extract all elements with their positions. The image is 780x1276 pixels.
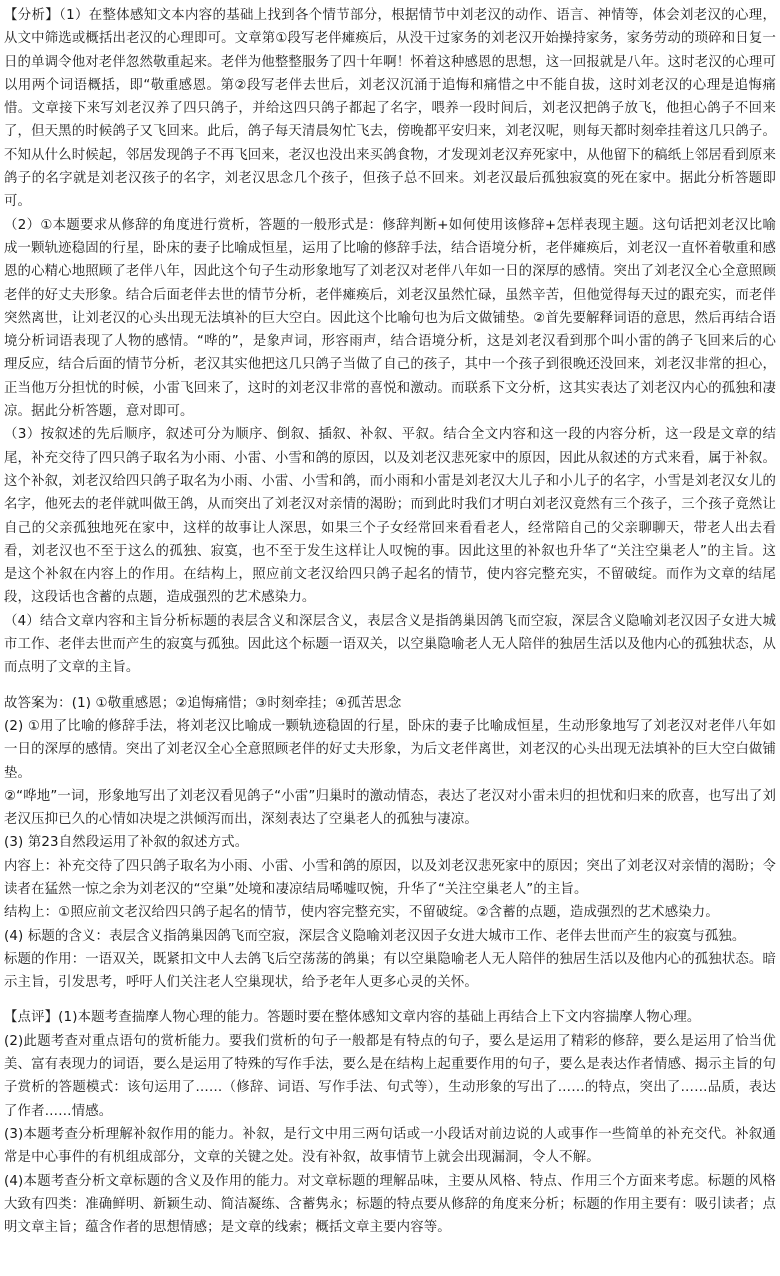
- analysis-label: 【分析】: [4, 8, 60, 23]
- answer-paragraph-3: ②“哗地”一词，形象地写出了刘老汉看见鸽子“小雷”归巢时的激动情态，表达了老汉对小雷未归的担忧和归来的欣喜，也写出了刘老汉压抑已久的心情如决堤之洪倾泻而出，深刻表达了空巢老人的孤独与凄凉。: [4, 788, 776, 828]
- analysis-paragraph-3: （3）按叙述的先后顺序，叙述可分为顺序、倒叙、插叙、补叙、平叙。结合全文内容和这一段的内容分析，这一段是文章的结尾，补充交待了四只鸽子取名为小雨、小雷、小雪和鸽的原因，以及刘老汉悲死家中的原因，因此从叙述的方式来看，属于补叙。这个补叙，刘老汉给四只鸽子取名为小雨、小雷、小雪和鸽，而小雨和小雷是刘老汉大儿子和小儿子的名字，小雪是刘老汉女儿的名字，他死去的老伴就叫做王鸽，从而突出了刘老汉对亲情的渴盼；而到此时我们才明白刘老汉竟然有三个孩子，三个孩子竟然让自己的父亲孤独地死在家中，这样的故事让人深思，如果三个子女经常回来看看老人，经常陪自己的父亲聊聊天，带老人出去看看，刘老汉也不至于这么的孤独、寂寞，也不至于发生这样让人叹惋的事。因此这里的补叙也升华了“关注空巢老人”的主旨。这是这个补叙在内容上的作用。在结构上，照应前文老汉给四只鸽子起名的情节，使内容完整充实，不留破绽。而作为文章的结尾段，这段话也含蓄的点题，造成强烈的艺术感染力。: [4, 427, 776, 606]
- analysis-section: [4, 4, 776, 680]
- answer-paragraph-4: (3) 第23自然段运用了补叙的叙述方式。: [4, 835, 249, 851]
- comment-paragraph-3: (3)本题考查分析理解补叙作用的能力。补叙，是行文中用三两句话或一小段话对前边说的人或事作一些简单的补充交代。补叙通常是中心事件的有机组成部分，文章的关键之处。没有补叙，故事情节上就会出现漏洞，令人不解。: [4, 1126, 776, 1166]
- section-spacer: [4, 680, 776, 692]
- analysis-paragraph-4: （4）结合文章内容和主旨分析标题的表层含义和深层含义，表层含义是指鸽巢因鸽飞而空寂，深层含义隐喻刘老汉因子女进大城市工作、老伴去世而产生的寂寞与孤独。因此这个标题一语双关，以空巢隐喻老人无人陪伴的独居生活以及他内心的孤独状态，从而点明了文章的主旨。: [4, 613, 776, 676]
- comment-paragraph-2: (2)此题考查对重点语句的赏析能力。要我们赏析的句子一般都是有特点的句子，要么是运用了精彩的修辞，要么是运用了恰当优美、富有表现力的词语，要么是运用了特殊的写作手法，要么是在结构上起重要作用的句子，要么是表达作者情感、揭示主旨的句子赏析的答题模式：该句运用了……（修辞、词语、写作手法、句式等），生动形象的写出了……的特点，突出了……品质，表达了作者……情感。: [4, 1033, 776, 1119]
- answer-section: [4, 692, 776, 995]
- answer-paragraph-8: 标题的作用：一语双关，既紧扣文中人去鸽飞后空荡荡的鸽巢；有以空巢隐喻老人无人陪伴的独居生活以及他内心的孤独状态。暗示主旨，引发思考，呼吁人们关注老人空巢现状，给予老年人更多心灵的关怀。: [4, 951, 776, 991]
- answer-paragraph-2: (2) ①用了比喻的修辞手法，将刘老汉比喻成一颗轨迹稳固的行星，卧床的妻子比喻成恒星，生动形象地写了刘老汉对老伴八年如一日的深厚的感情。突出了刘老汉全心全意照顾老伴的好丈夫形象，为后文老伴离世，刘老汉的心头出现无法填补的巨大空白做铺垫。: [4, 718, 776, 781]
- answer-paragraph-5: 内容上：补充交待了四只鸽子取名为小雨、小雷、小雪和鸽的原因，以及刘老汉悲死家中的原因；突出了刘老汉对亲情的渴盼；令读者在猛然一惊之余为刘老汉的“空巢”处境和凄凉结局唏嘘叹惋，升华了“关注空巢老人”的主旨。: [4, 858, 776, 897]
- analysis-paragraph-1: [4, 4, 776, 214]
- section-spacer: [4, 994, 776, 1006]
- analysis-paragraph-2: （2）①本题要求从修辞的角度进行赏析，答题的一般形式是：修辞判断+如何使用该修辞+怎样表现主题。这句话把刘老汉比喻成一颗轨迹稳固的行星，卧床的妻子比喻成恒星，运用了比喻的修辞手法，结合语境分析，老伴瘫痪后，刘老汉一直怀着敬重和感恩的心精心地照顾了老伴八年，因此这个句子生动形象地写了刘老汉对老伴八年如一日的深厚的感情。突出了刘老汉全心全意照顾老伴的好丈夫形象。结合后面老伴去世的情节分析，老伴瘫痪后，刘老汉虽然忙碌，虽然辛苦，但他觉得每天过的跟充实，而老伴突然离世，让刘老汉的心头出现无法填补的巨大空白。因此这个比喻句也为后文做铺垫。②首先要解释词语的意思，然后再结合语境分析词语表现了人物的感情。“哗的”，是象声词，形容雨声，结合语境分析，这是刘老汉看到那个叫小雷的鸽子飞回来后的心理反应，结合后面的情节分析，老汉其实他把这几只鸽子当做了自己的孩子，其中一个孩子到很晚还没回来，刘老汉非常的担心，正当他万分担忧的时候，小雷飞回来了，这时的刘老汉非常的喜悦和激动。而联系下文分析，这其实表达了刘老汉内心的孤独和凄凉。据此分析答题，意对即可。: [4, 217, 776, 420]
- comment-paragraph-4: (4)本题考查分析文章标题的含义及作用的能力。对文章标题的理解品味，主要从风格、特点、作用三个方面来考虑。标题的风格大致有四类：准确鲜明、新颖生动、简洁凝练、含蓄隽永；标题的特点要从修辞的角度来分析；标题的作用主要有：吸引读者；点明文章主旨；蕴含作者的思想情感；是文章的线索；概括文章主要内容等。: [4, 1173, 776, 1236]
- answer-paragraph-7: (4) 标题的含义：表层含义指鸽巢因鸽飞而空寂，深层含义隐喻刘老汉因子女进大城市工作、老伴去世而产生的寂寞与孤独。: [4, 928, 746, 944]
- comment-section: [4, 1006, 776, 1239]
- analysis-text-1: （1）在整体感知文本内容的基础上找到各个情节部分，根据情节中刘老汉的动作、语言、神情等，体会刘老汉的心理，从文中筛选或概括出老汉的心理即可。文章第①段写老伴瘫痪后，从没干过家务的刘老汉开始操持家务，家务劳动的琐碎和日复一日的单调令他对老伴忽然敬重起来。老伴为他整整服务了四十年啊！怀着这种感恩的思想，这一回报就是八年。这时老汉的心理可以用两个词语概括，即“敬重感恩。第②段写老伴去世后，刘老汉沉涌于追悔和痛惜之中不能自拔，这时刘老汉的心理是追悔痛惜。文章接下来写刘老汉养了四只鸽子，并给这四只鸽子都起了名字，喂养一段时间后，刘老汉把鸽子放飞，他担心鸽子不回来了，但天黑的时候鸽子又飞回来。此后，鸽子每天清晨匆忙飞去，傍晚都平安归来，刘老汉呢，则每天都时刻牵挂着这几只鸽子。不知从什么时候起，邻居发现鸽子不再飞回来，老汉也没出来买鸽食物，才发现刘老汉弃死家中，从他留下的稿纸上邻居看到原来鸽子的名字就是刘老汉孩子的名字，刘老汉思念几个孩子，但孩子总不回来。刘老汉最后孤独寂寞的死在家中。据此分析答题即可。: [4, 8, 777, 210]
- answer-paragraph-1: 故答案为：(1) ①敬重感恩；②追悔痛惜；③时刻牵挂；④孤苦思念: [4, 695, 402, 711]
- comment-paragraph-1: 【点评】(1)本题考查揣摩人物心理的能力。答题时要在整体感知文章内容的基础上再结合上下文内容揣摩人物心理。: [4, 1010, 701, 1026]
- answer-paragraph-6: 结构上：①照应前文老汉给四只鸽子起名的情节，使内容完整充实，不留破绽。②含蓄的点题，造成强烈的艺术感染力。: [4, 905, 719, 921]
